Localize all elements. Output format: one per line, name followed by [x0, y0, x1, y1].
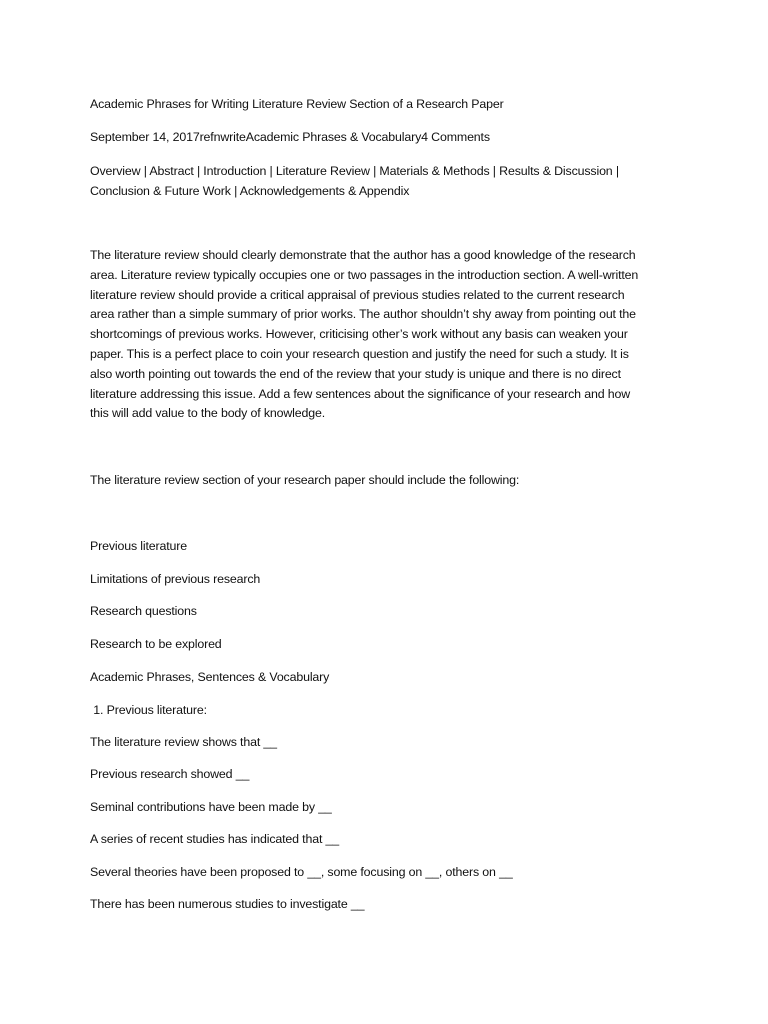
list-item: Research to be explored [90, 637, 222, 652]
section-nav-line-2: Conclusion & Future Work | Acknowledgements & Appendix [90, 184, 410, 198]
paragraph-line: paper. This is a perfect place to coin your research question and justify the need for such a study. It is [90, 346, 629, 361]
phrase-item: Seminal contributions have been made by __ [90, 800, 332, 815]
paragraph-line: also worth pointing out towards the end of the review that your study is unique and there is no direct [90, 366, 621, 381]
list-item: Previous literature [90, 539, 188, 554]
paragraph-line: area rather than a simple summary of prior works. The author shouldn’t shy away from pointing out the [90, 307, 636, 322]
paragraph-line: The literature review should clearly demonstrate that the author has a good knowledge of the research [90, 248, 636, 262]
list-item: Limitations of previous research [90, 572, 261, 587]
phrase-item: There has been numerous studies to investigate __ [90, 897, 365, 912]
list-item: Academic Phrases, Sentences & Vocabulary [90, 670, 330, 685]
phrase-item: A series of recent studies has indicated that __ [90, 832, 340, 847]
section-nav-line-1: Overview | Abstract | Introduction | Literature Review | Materials & Methods | Results & Discussion | [90, 164, 619, 178]
intro-paragraph [90, 246, 680, 424]
paragraph-line: shortcomings of previous works. However, criticising other’s work without any basis can weaken your [90, 327, 628, 342]
phrase-item: Previous research showed __ [90, 767, 250, 782]
paragraph-line: literature addressing this issue. Add a few sentences about the significance of your research and how [90, 386, 631, 401]
list-item: Research questions [90, 604, 197, 619]
paragraph-line: area. Literature review typically occupies one or two passages in the introduction section. A well-written [90, 267, 639, 282]
post-meta: September 14, 2017refnwriteAcademic Phrases & Vocabulary4 Comments [90, 130, 490, 144]
list-intro: The literature review section of your research paper should include the following: [90, 473, 520, 488]
document-content [90, 94, 680, 914]
document-title: Academic Phrases for Writing Literature Review Section of a Research Paper [90, 97, 504, 111]
paragraph-line: literature review should provide a critical appraisal of previous studies related to the current research [90, 287, 625, 302]
phrase-item: The literature review shows that __ [90, 735, 277, 750]
section-heading: 1. Previous literature: [90, 703, 207, 718]
phrase-item: Several theories have been proposed to __, some focusing on __, others on __ [90, 865, 513, 880]
paragraph-line: this will add value to the body of knowledge. [90, 406, 326, 421]
